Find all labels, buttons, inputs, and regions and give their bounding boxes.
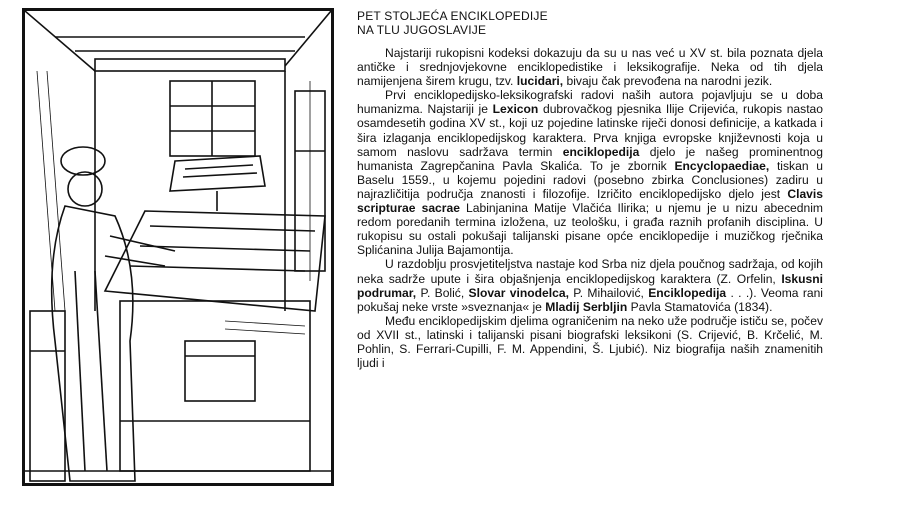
paragraph-2: Prvi enciklopedijsko-leksikografski radovi naših autora pojavljuju se u doba humanizma. Najstariji je Lexicon dubrovačkog pjesnika Ilije Crijevića, rukopis nastao osamdesetih godina XV st., koji uz pojedine latinske riječi donosi definicije, a katkada i šira izlaganja enciklopedijskog karaktera. Prva knjiga evropske književnosti koja u samom naslovu sadržava termin enciklopedija djelo je našeg prominentnog humanista Zagrepčanina Pavla Skalića. To je zbornik Encyclopaediae, tiskan u Baselu 1559., u kojemu pojedini radovi (posebno zbirka Conclusiones) zadiru u najrazličitija područja znanosti i filozofije. Izričito enciklopedijsko djelo jest Clavis scripturae sacrae Labinjanina Matije Vlačića Ilirika; u njemu je u nizu abecednim redom poredanih termina izložena, uz teološku, i građa raznih profanih disciplina. U rukopisu su ostali pokušaji talijanski pisane opće enciklopedije i muzičkog rječnika Splićanina Julija Bajamontija. <box>357 88 824 258</box>
bold-term: Encyclopaediae, <box>674 158 770 173</box>
heading-line-2: NA TLU JUGOSLAVIJE <box>357 23 487 37</box>
paragraph-1: Najstariji rukopisni kodeksi dokazuju da su u nas već u XV st. bila poznata djela antičke i srednjovjekovne enciklopedistike i leksikografije. Neka od tih djela namijenjena širem krugu, tzv. lucidari, bivaju čak prevođena na narodni jezik. <box>357 46 823 89</box>
heading-line-1: PET STOLJEĆA ENCIKLOPEDIJE <box>357 9 548 23</box>
bold-term: Clavis scripturae sacrae <box>357 186 823 216</box>
paragraph-3: U razdoblju prosvjetiteljstva nastaje kod Srba niz djela poučnog sadržaja, od kojih neka sadrže upute i šira objašnjenja enciklopedijskog karaktera (Z. Orfelin, Iskusni podrumar, P. Bolić, Slovar vinodelca, P. Mihailović, Enciklopedija . . .). Veoma rani pokušaj neke vrste »sveznanja« je Mladij Serbljin Pavla Stamatovića (1834). <box>357 257 823 314</box>
bold-term: Slovar vinodelca, <box>468 285 569 300</box>
bold-term: Iskusni podrumar, <box>357 271 823 300</box>
article-column <box>357 9 823 370</box>
bold-term: Mladij Serbljin <box>545 299 628 314</box>
bold-term: lucidari, <box>516 74 564 89</box>
woodcut-illustration <box>22 8 334 486</box>
bold-term: Enciklopedija <box>648 285 727 300</box>
paragraph-4: Među enciklopedijskim djelima ograničenim na neko uže područje ističu se, počev od XVII st., latinski i talijanski pisani biografski leksikoni (S. Crijević, B. Krčelić, M. Pohlin, S. Ferrari-Cupilli, F. M. Appendini, Š. Ljubić). Niz biografija naših znamenitih ljudi i <box>357 313 823 371</box>
bold-term: enciklopedija <box>562 144 640 159</box>
article-heading <box>357 9 823 37</box>
scholar-at-desk-woodcut <box>25 11 331 483</box>
bold-term: Lexicon <box>492 102 539 117</box>
